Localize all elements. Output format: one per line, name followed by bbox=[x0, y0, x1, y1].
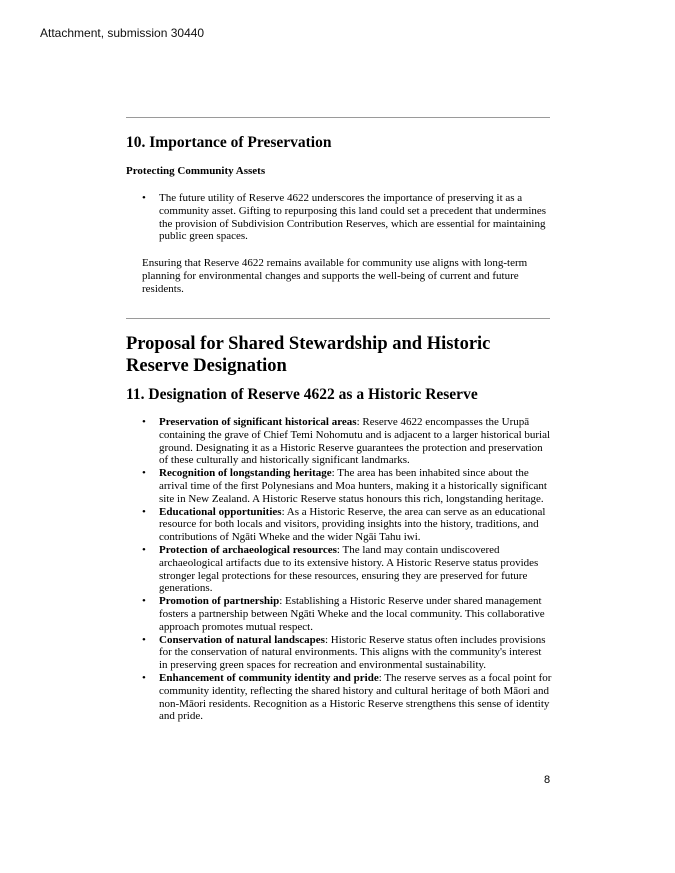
divider-top bbox=[126, 117, 550, 118]
item-bold-label: Conservation of natural landscapes bbox=[159, 633, 325, 646]
bullet-text: The future utility of Reserve 4622 underscores the importance of preserving it as a community asset. Gifting to repurposing this land could set a precedent that undermines the provision of Subdivision Contribution Reserves, which are essential for maintaining public green spaces. bbox=[159, 192, 547, 243]
list-item bbox=[142, 595, 552, 633]
bullet-icon: • bbox=[142, 595, 146, 608]
item-text: : Historic Reserve status often includes provisions for the conservation of natural environments. This aligns with the community's interest in preserving green spaces for recreation and environmental sustainability. bbox=[159, 633, 546, 672]
proposal-heading: Proposal for Shared Stewardship and Historic Reserve Designation bbox=[126, 334, 491, 376]
section-11-bullet-list bbox=[142, 416, 552, 723]
bullet-icon: • bbox=[142, 505, 146, 518]
section-10-heading: 10. Importance of Preservation bbox=[126, 134, 332, 151]
item-text: : As a Historic Reserve, the area can serve as an educational resource for both locals and visitors, providing insights into the history, traditions, and contributions of Ngāti Wheke and the wider Ngāi Tahu iwi. bbox=[159, 505, 546, 544]
list-item bbox=[142, 671, 552, 723]
item-bold-label: Educational opportunities bbox=[159, 505, 282, 518]
item-bold-label: Promotion of partnership bbox=[159, 595, 280, 608]
list-item bbox=[142, 543, 552, 595]
item-bold-label: Protection of archaeological resources bbox=[159, 543, 337, 556]
page-number: 8 bbox=[544, 774, 551, 786]
section-10-subheading: Protecting Community Assets bbox=[126, 165, 266, 177]
item-bold-label: Recognition of longstanding heritage bbox=[159, 467, 332, 480]
list-item bbox=[142, 416, 552, 467]
item-text: : The area has been inhabited since about the arrival time of the first Polynesians and Moa hunters, making it a historically significant site in New Zealand. A Historic Reserve status honours this rich, longstanding heritage. bbox=[159, 467, 547, 505]
bullet-icon: • bbox=[142, 671, 146, 684]
divider-middle bbox=[126, 318, 550, 319]
bullet-icon: • bbox=[142, 633, 146, 646]
list-item bbox=[142, 467, 552, 505]
bullet-icon: • bbox=[142, 467, 146, 480]
item-bold-label: Preservation of significant historical areas bbox=[159, 416, 357, 428]
item-bold-label: Enhancement of community identity and pride bbox=[159, 671, 379, 684]
item-text: : Reserve 4622 encompasses the Urupā containing the grave of Chief Temi Nohomutu and is adjacent to a larger historical burial ground. Designating it as a Historic Reserve guarantees the protection and preservation of these culturally and historically significant landmarks. bbox=[159, 416, 551, 467]
list-item bbox=[142, 192, 549, 243]
bullet-icon: • bbox=[142, 192, 146, 204]
item-text: : The reserve serves as a focal point for community identity, reflecting the shared history and cultural heritage of both Māori and non-Māori residents. Recognition as a Historic Reserve strengthens this sense of identity and pride. bbox=[159, 671, 552, 723]
list-item bbox=[142, 505, 552, 544]
attachment-note: Attachment, submission 30440 bbox=[40, 26, 205, 40]
item-text: : The land may contain undiscovered archaeological artifacts due to its extensive history. A Historic Reserve status provides stronger legal protections for these resources, ensuring they are preserved for future generations. bbox=[159, 543, 539, 595]
section-10-paragraph: Ensuring that Reserve 4622 remains available for community use aligns with long-term planning for environmental changes and supports the well-being of current and future residents. bbox=[142, 257, 528, 296]
section-11-heading: 11. Designation of Reserve 4622 as a Historic Reserve bbox=[126, 386, 478, 403]
section-10-bullet-list bbox=[142, 192, 549, 243]
item-text: : Establishing a Historic Reserve under shared management fosters a partnership between Ngāti Wheke and the local community. This collaborative approach promotes mutual respect. bbox=[159, 595, 545, 633]
list-item bbox=[142, 633, 552, 672]
bullet-icon: • bbox=[142, 416, 146, 428]
bullet-icon: • bbox=[142, 543, 146, 556]
